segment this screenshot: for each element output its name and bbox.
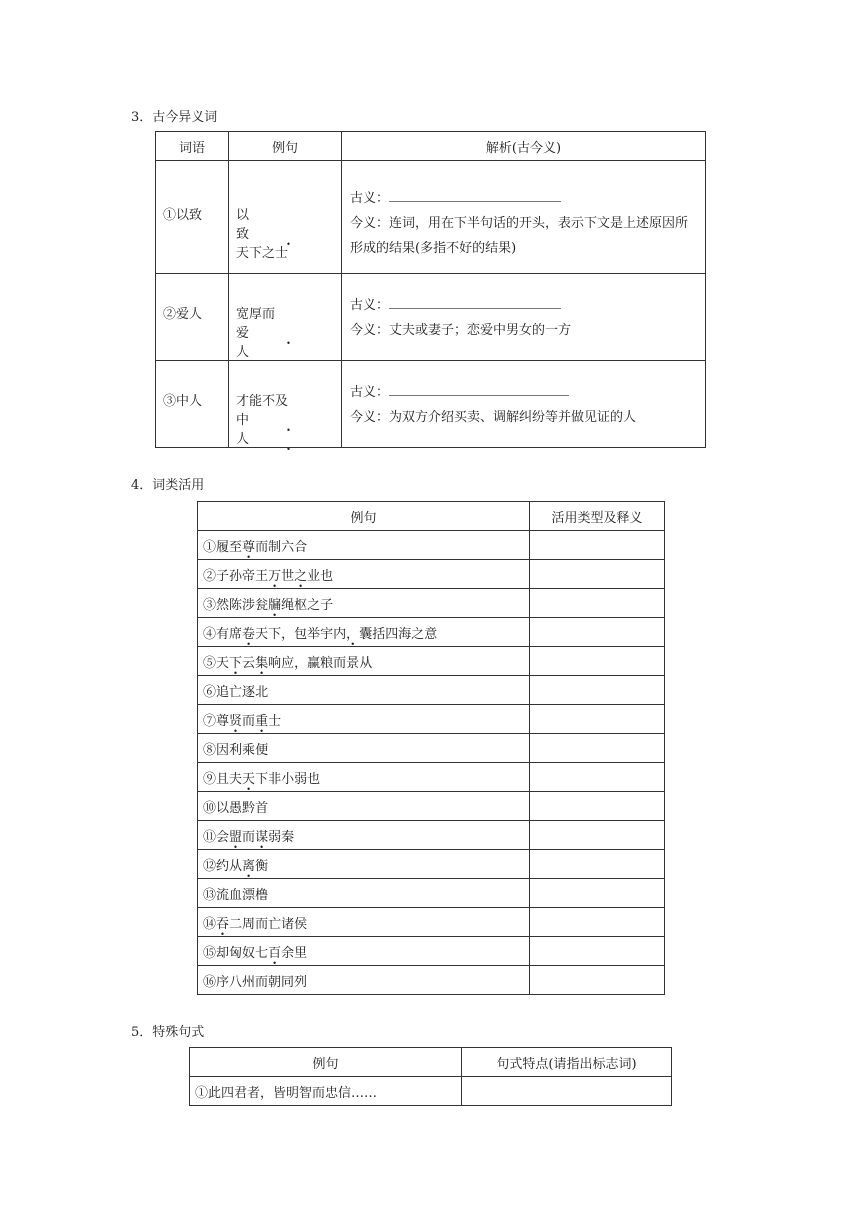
sentence-cell [229, 274, 342, 361]
gu-label: 古义： [350, 385, 390, 400]
answer-cell[interactable] [530, 966, 665, 995]
table-row [198, 560, 665, 589]
table-row [198, 879, 665, 908]
word-usage-table [197, 501, 665, 995]
answer-cell[interactable] [530, 560, 665, 589]
table-row [198, 850, 665, 879]
analysis-cell [342, 361, 706, 448]
example-sentence: ⑭吞二周而亡诸侯 [198, 908, 530, 937]
table-row [198, 908, 665, 937]
header-example: 例句 [190, 1048, 462, 1077]
header-features: 句式特点(请指出标志词) [462, 1048, 672, 1077]
answer-cell[interactable] [530, 647, 665, 676]
sentence-text: 以 致 • 天下之士 [236, 204, 341, 261]
answer-cell[interactable] [530, 734, 665, 763]
word-cell [156, 361, 229, 448]
word-cell [156, 161, 229, 274]
gu-label: 古义： [350, 191, 390, 206]
table-row [198, 676, 665, 705]
analysis-cell [342, 161, 706, 274]
sentence-cell [229, 361, 342, 448]
table-row [156, 274, 706, 361]
table-header-row [198, 502, 665, 531]
example-sentence: ⑩以愚黔首 [198, 792, 530, 821]
gu-line [350, 380, 699, 405]
special-sentence-table [189, 1047, 672, 1106]
table-row [198, 589, 665, 618]
answer-cell[interactable] [530, 705, 665, 734]
table-row [198, 705, 665, 734]
word-text: ①以致 [163, 208, 203, 223]
example-sentence: ⑪会盟而谋弱秦 [198, 821, 530, 850]
example-sentence: ①履至尊而制六合 [198, 531, 530, 560]
answer-cell[interactable] [462, 1077, 672, 1106]
answer-cell[interactable] [530, 937, 665, 966]
answer-cell[interactable] [530, 763, 665, 792]
answer-cell[interactable] [530, 908, 665, 937]
analysis-cell [342, 274, 706, 361]
example-sentence: ③然陈涉瓮牖绳枢之子 [198, 589, 530, 618]
header-sentence: 例句 [229, 132, 342, 161]
answer-cell[interactable] [530, 792, 665, 821]
answer-cell[interactable] [530, 850, 665, 879]
sentence-cell [229, 161, 342, 274]
example-sentence: ①此四君者，皆明智而忠信…… [190, 1077, 462, 1106]
jin-text: 今义：丈夫或妻子；恋爱中男女的一方 [350, 323, 572, 338]
answer-blank[interactable] [389, 385, 569, 396]
sentence-text: 才能不及 中 • 人 • [236, 390, 341, 447]
answer-cell[interactable] [530, 618, 665, 647]
section-5-title: 5．特殊句式 [131, 1025, 205, 1040]
example-sentence: ⑦尊贤而重士 [198, 705, 530, 734]
word-text: ③中人 [163, 394, 203, 409]
answer-cell[interactable] [530, 676, 665, 705]
table-row [198, 763, 665, 792]
table-row [198, 937, 665, 966]
table-row [198, 792, 665, 821]
example-sentence: ⑬流血漂橹 [198, 879, 530, 908]
table-row [198, 821, 665, 850]
answer-cell[interactable] [530, 531, 665, 560]
answer-cell[interactable] [530, 589, 665, 618]
example-sentence: ⑥追亡逐北 [198, 676, 530, 705]
header-usage: 活用类型及释义 [530, 502, 665, 531]
table-row [198, 618, 665, 647]
table-header-row [190, 1048, 672, 1077]
example-sentence: ②子孙帝王万世之业也 [198, 560, 530, 589]
answer-cell[interactable] [530, 821, 665, 850]
example-sentence: ⑫约从离衡 [198, 850, 530, 879]
header-example: 例句 [198, 502, 530, 531]
table-row [190, 1077, 672, 1106]
table-row [198, 647, 665, 676]
example-sentence: ④有席卷天下，包举宇内， •囊括四海之意 [198, 618, 530, 647]
table-row [156, 361, 706, 448]
answer-blank[interactable] [389, 298, 561, 309]
gu-line [350, 186, 699, 211]
section-4-title: 4．词类活用 [131, 478, 205, 493]
gu-line [350, 293, 699, 318]
jin-text: 今义：连词，用在下半句话的开头，表示下文是上述原因所形成的结果(多指不好的结果) [350, 216, 689, 256]
example-sentence: ⑧因利乘便 [198, 734, 530, 763]
archaic-words-table [155, 131, 706, 448]
word-cell [156, 274, 229, 361]
header-analysis: 解析(古今义) [342, 132, 706, 161]
gu-label: 古义： [350, 298, 390, 313]
section-3-title: 3．古今异义词 [131, 110, 218, 125]
answer-blank[interactable] [389, 191, 561, 202]
table-row [156, 161, 706, 274]
sentence-text: 宽厚而 爱 • 人 [236, 303, 341, 360]
answer-cell[interactable] [530, 879, 665, 908]
table-row [198, 734, 665, 763]
table-row [198, 966, 665, 995]
word-text: ②爱人 [163, 307, 203, 322]
table-row [198, 531, 665, 560]
example-sentence: ⑤天下云集响应，赢粮而景从 [198, 647, 530, 676]
example-sentence: ⑯序八州而朝同列 [198, 966, 530, 995]
jin-text: 今义：为双方介绍买卖、调解纠纷等并做见证的人 [350, 410, 637, 425]
example-sentence: ⑮却匈奴七百余里 [198, 937, 530, 966]
header-word: 词语 [156, 132, 229, 161]
table-header-row [156, 132, 706, 161]
example-sentence: ⑨且夫天下非小弱也 [198, 763, 530, 792]
